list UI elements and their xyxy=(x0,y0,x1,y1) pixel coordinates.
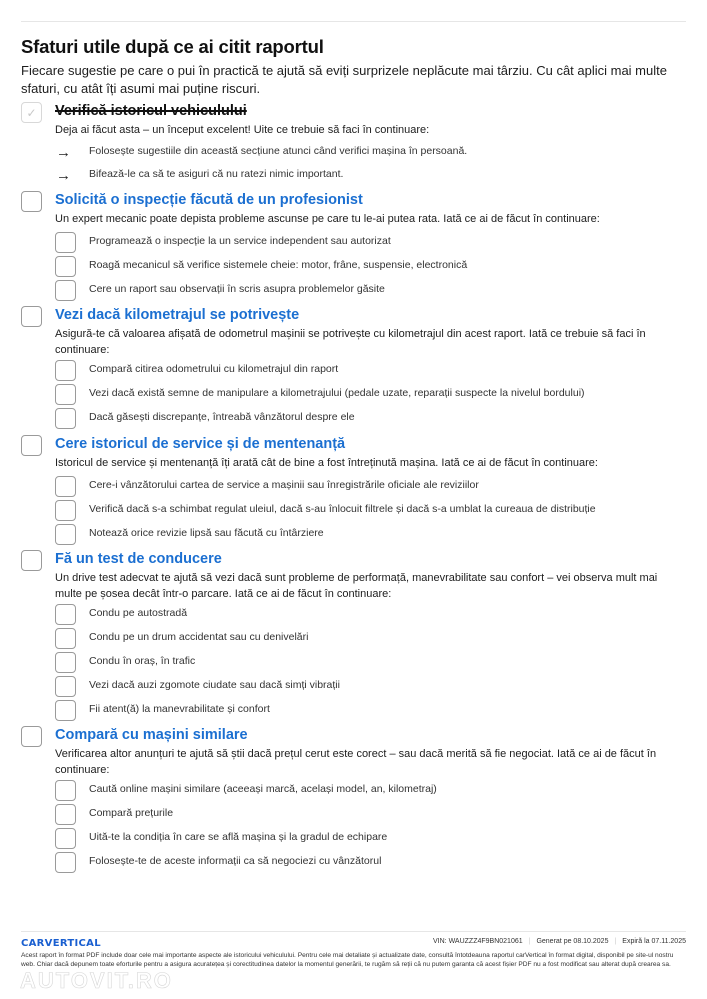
item-checkbox[interactable] xyxy=(55,676,76,697)
checklist-item xyxy=(55,232,655,253)
section-title: Cere istoricul de service și de mentenanță xyxy=(55,436,346,452)
item-label: Cere un raport sau observații în scris asupra problemelor găsite xyxy=(89,283,385,295)
checklist-item xyxy=(55,676,655,697)
item-checkbox[interactable] xyxy=(55,524,76,545)
vin-number: VIN: WAUZZZ4F9BN021061 xyxy=(433,938,523,945)
list-item xyxy=(55,142,655,163)
top-divider xyxy=(21,21,686,22)
footer-divider xyxy=(21,931,686,932)
item-checkbox[interactable] xyxy=(55,280,76,301)
report-meta xyxy=(433,938,686,945)
section-description: Istoricul de service și mentenanță îți arată cât de bine a fost întreținută mașina. Iată ce ai de făcut în continuare: xyxy=(55,457,598,469)
item-label: Notează orice revizie lipsă sau făcută cu întârziere xyxy=(89,527,324,539)
item-label: Programează o inspecție la un service independent sau autorizat xyxy=(89,235,391,247)
section-description: Un drive test adecvat te ajută să vezi dacă sunt probleme de performață, manevrabilitate sau confort – vei observa mult mai multe pe șosea decât într-o parcare. Iată ce ai de făcut în continuare: xyxy=(55,572,658,600)
item-checkbox[interactable] xyxy=(55,652,76,673)
checklist-item xyxy=(55,852,655,873)
checklist-item xyxy=(55,360,655,381)
section-checkbox[interactable] xyxy=(21,191,42,212)
item-label: Condu în oraș, în trafic xyxy=(89,655,196,667)
checklist-item xyxy=(55,256,655,277)
item-label: Roagă mecanicul să verifice sistemele cheie: motor, frâne, suspensie, electronică xyxy=(89,259,468,271)
item-label: Condu pe autostradă xyxy=(89,607,188,619)
item-checkbox[interactable] xyxy=(55,604,76,625)
item-label: Compară prețurile xyxy=(89,807,174,819)
page-title: Sfaturi utile după ce ai citit raportul xyxy=(21,36,324,57)
item-checkbox[interactable] xyxy=(55,780,76,801)
checklist-item xyxy=(55,280,655,301)
item-label: Bifează-le ca să te asiguri că nu ratezi nimic important. xyxy=(89,168,344,180)
item-checkbox[interactable] xyxy=(55,700,76,721)
section-checkbox[interactable] xyxy=(21,306,42,327)
carvertical-logo: CARVERTICAL xyxy=(21,938,101,949)
section-checkbox[interactable] xyxy=(21,435,42,456)
watermark: AUTOVIT.RO xyxy=(20,968,173,993)
meta-separator: | xyxy=(614,938,617,945)
item-label: Caută online mașini similare (aceeași marcă, același model, an, kilometraj) xyxy=(89,783,437,795)
checklist-item xyxy=(55,628,655,649)
item-checkbox[interactable] xyxy=(55,408,76,429)
item-label: Vezi dacă auzi zgomote ciudate sau dacă simți vibrații xyxy=(89,679,340,691)
generated-date: Generat pe 08.10.2025 xyxy=(536,938,609,945)
item-label: Condu pe un drum accidentat sau cu denivelări xyxy=(89,631,309,643)
item-checkbox[interactable] xyxy=(55,476,76,497)
section-title: Compară cu mașini similare xyxy=(55,727,248,743)
item-checkbox[interactable] xyxy=(55,628,76,649)
item-label: Dacă găsești discrepanțe, întreabă vânzătorul despre ele xyxy=(89,411,355,423)
checklist-item xyxy=(55,524,655,545)
section-description: Deja ai făcut asta – un început excelent! Uite ce trebuie să faci în continuare: xyxy=(55,124,430,136)
checklist-item xyxy=(55,408,655,429)
checklist-item xyxy=(55,476,655,497)
item-checkbox[interactable] xyxy=(55,852,76,873)
checklist-item xyxy=(55,700,655,721)
item-label: Folosește sugestiile din această secțiune atunci când verifici mașina în persoană. xyxy=(89,145,468,157)
section-description: Asigură-te că valoarea afișată de odometrul mașinii se potrivește cu kilometrajul din acest raport. Iată ce trebuie să faci în continuare: xyxy=(55,328,646,356)
footer-disclaimer: Acest raport în format PDF include doar cele mai importante aspecte ale istoricului vehiculului. Pentru cele mai detaliate și actualizate date, consultă întotdeauna raportul carVertical în format digital, disponibil pe site-ul nostru web. Chiar dacă depunem toate eforturile pentru a asigura acuratețea și corectitudinea datelor la momentul generării, te rugăm să reții că nu putem garanta că acest fișier PDF nu a fost modificat sau alterat după crearea sa. xyxy=(21,952,674,968)
item-checkbox[interactable] xyxy=(55,804,76,825)
item-label: Folosește-te de aceste informații ca să negociezi cu vânzătorul xyxy=(89,855,382,867)
section-checkbox[interactable] xyxy=(21,550,42,571)
checklist-item xyxy=(55,604,655,625)
checklist-item xyxy=(55,828,655,849)
item-label: Compară citirea odometrului cu kilometrajul din raport xyxy=(89,363,339,375)
checklist-item xyxy=(55,500,655,521)
item-label: Uită-te la condiția în care se află mașina și la gradul de echipare xyxy=(89,831,388,843)
item-checkbox[interactable] xyxy=(55,256,76,277)
item-checkbox[interactable] xyxy=(55,500,76,521)
section-checkbox[interactable] xyxy=(21,726,42,747)
item-label: Vezi dacă există semne de manipulare a kilometrajului (pedale uzate, reparații suspecte la nivelul bordului) xyxy=(89,387,585,399)
list-item xyxy=(55,165,655,186)
item-label: Verifică dacă s-a schimbat regulat uleiul, dacă s-au înlocuit filtrele și dacă s-a umblat la cureaua de distribuție xyxy=(89,503,596,515)
item-checkbox[interactable] xyxy=(55,828,76,849)
arrow-right-icon: → xyxy=(56,144,71,161)
meta-separator: | xyxy=(528,938,531,945)
checklist-item xyxy=(55,780,655,801)
checklist-item xyxy=(55,652,655,673)
section-description: Un expert mecanic poate depista probleme ascunse pe care tu le-ai putea rata. Iată ce ai de făcut în continuare: xyxy=(55,213,600,225)
section-description: Verificarea altor anunțuri te ajută să știi dacă prețul cerut este corect – sau dacă merită să fie negociat. Iată ce ai de făcut în continuare: xyxy=(55,748,657,776)
section-title: Verifică istoricul vehiculului xyxy=(55,103,247,119)
expiry-date: Expiră la 07.11.2025 xyxy=(622,938,686,945)
item-checkbox[interactable] xyxy=(55,384,76,405)
item-label: Fii atent(ă) la manevrabilitate și confort xyxy=(89,703,270,715)
section-title: Solicită o inspecție făcută de un profesionist xyxy=(55,192,363,208)
section-checkbox-checked[interactable] xyxy=(21,102,42,123)
checkmark-icon: ✓ xyxy=(26,105,37,120)
item-checkbox[interactable] xyxy=(55,360,76,381)
section-title: Vezi dacă kilometrajul se potrivește xyxy=(55,307,300,323)
item-label: Cere-i vânzătorului cartea de service a mașinii sau înregistrările oficiale ale reviziilor xyxy=(89,479,479,491)
section-title: Fă un test de conducere xyxy=(55,551,222,567)
checklist-item xyxy=(55,804,655,825)
arrow-right-icon: → xyxy=(56,167,71,184)
item-checkbox[interactable] xyxy=(55,232,76,253)
page-intro: Fiecare sugestie pe care o pui în practică te ajută să eviți surprizele neplăcute mai târziu. Cu cât aplici mai multe sfaturi, cu atât îți asumi mai puține riscuri. xyxy=(21,63,667,96)
checklist-item xyxy=(55,384,655,405)
